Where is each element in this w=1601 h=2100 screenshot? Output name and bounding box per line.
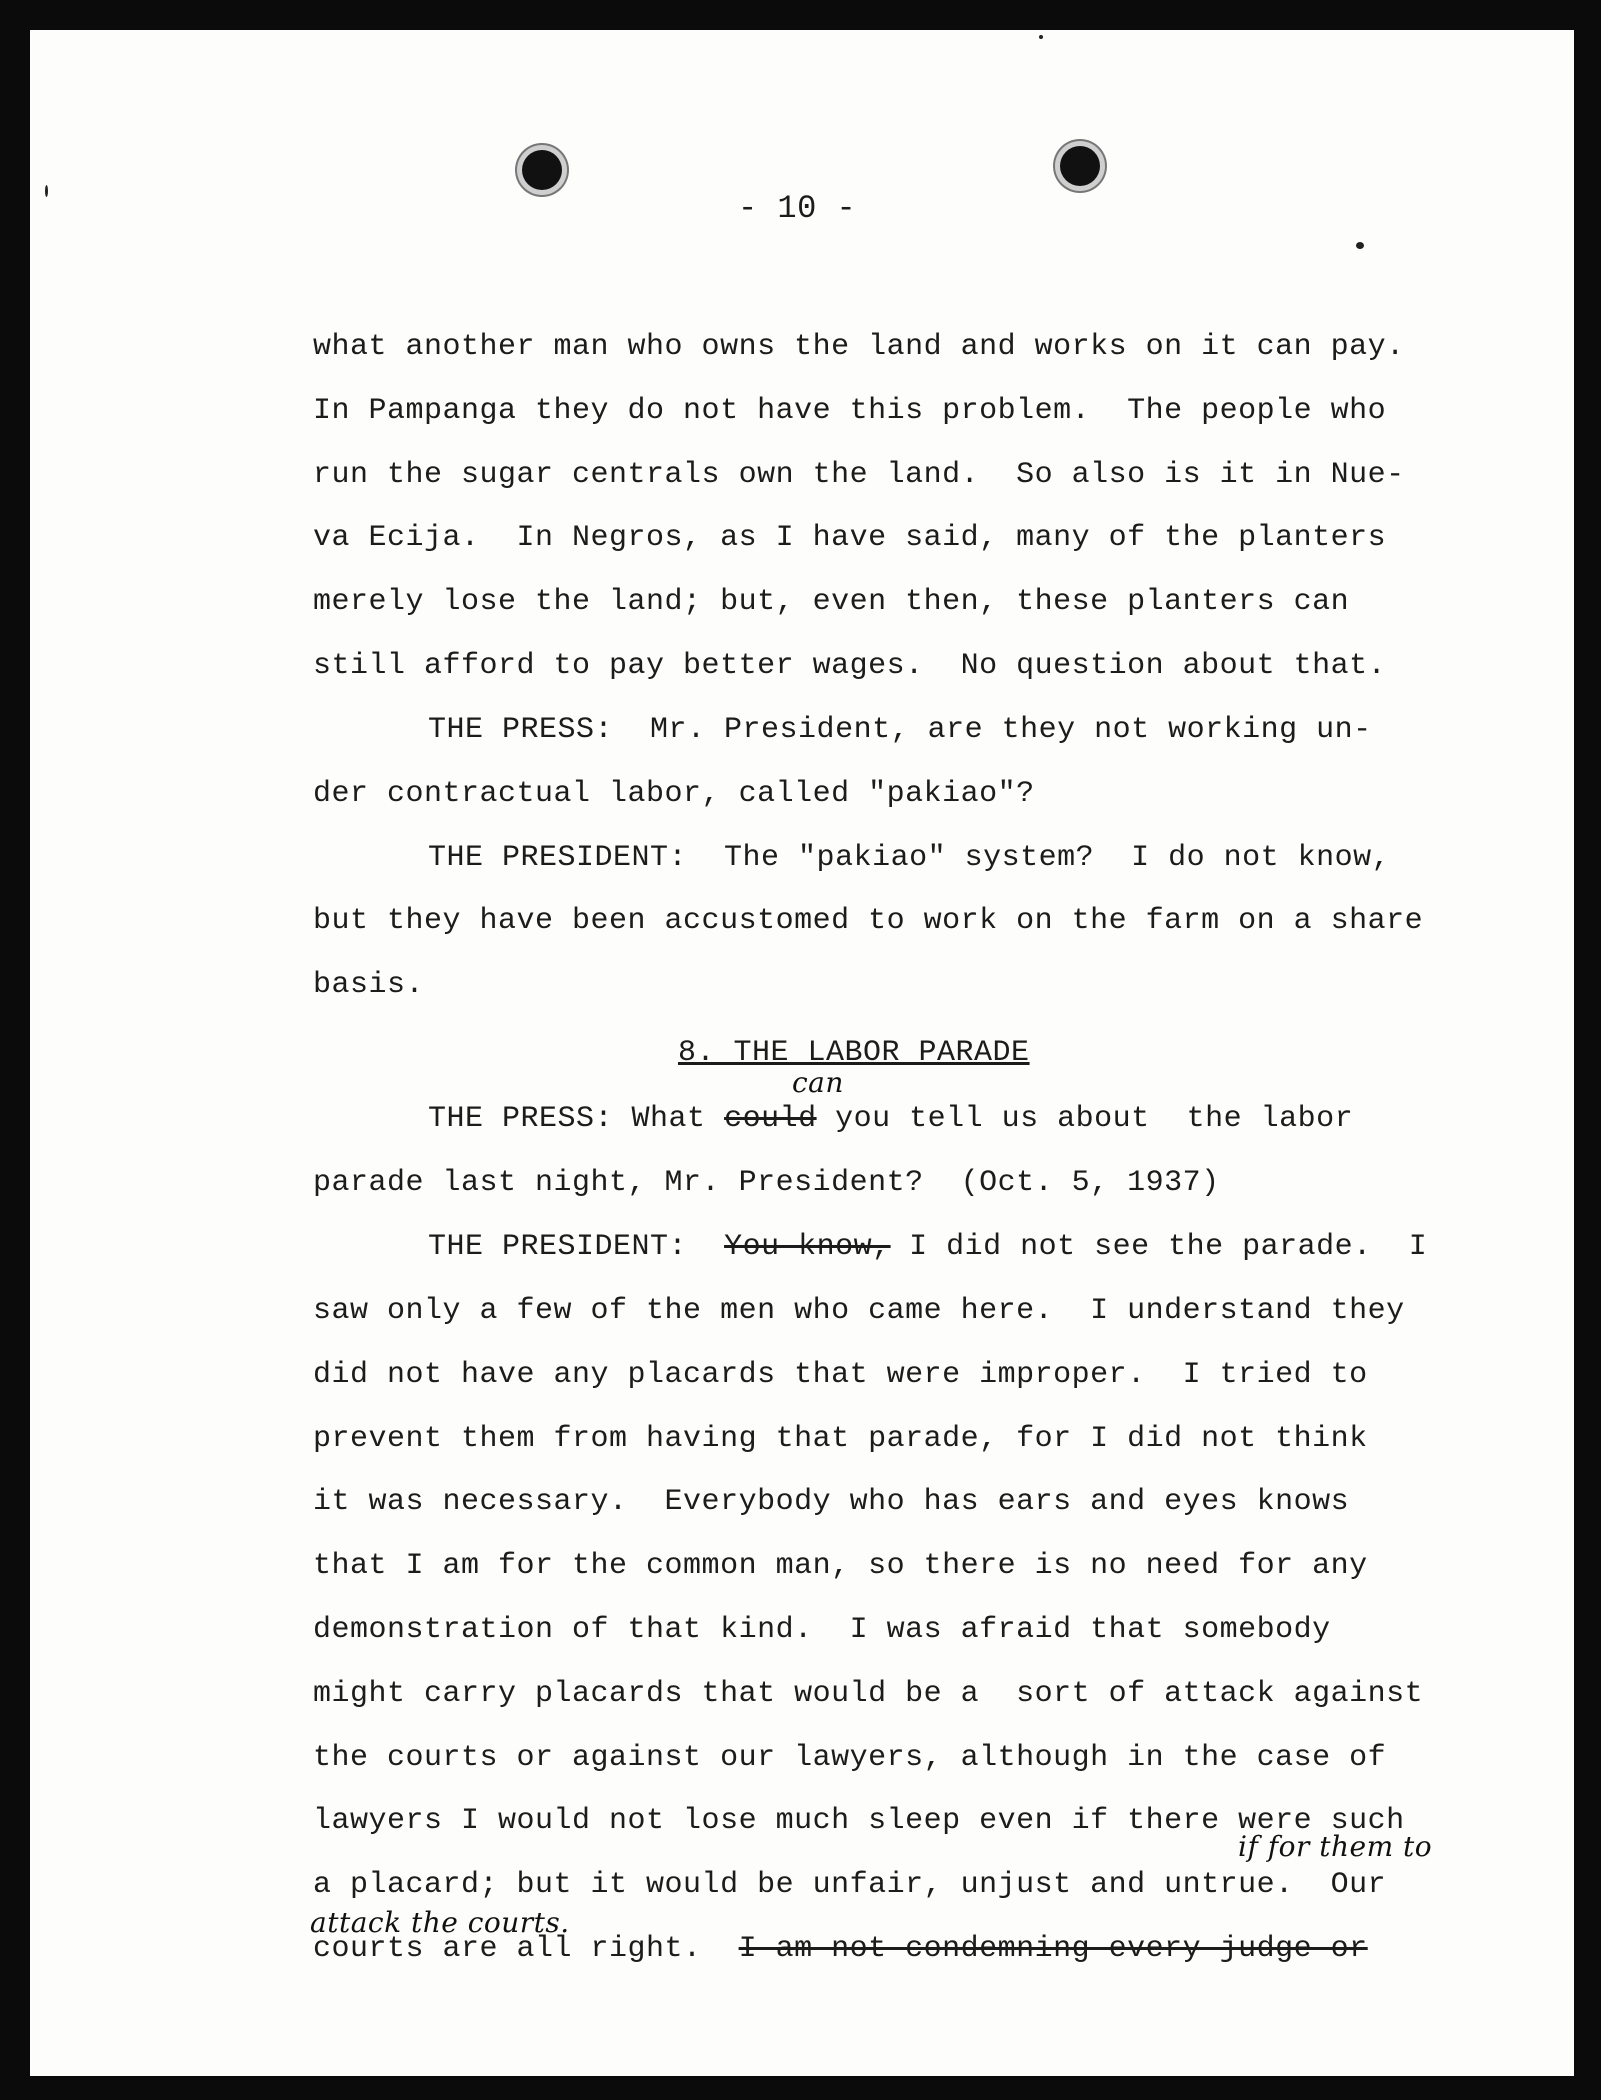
text-line: THE PRESS: Mr. President, are they not working un-	[428, 713, 1372, 747]
text-line: the courts or against our lawyers, although in the case of	[313, 1741, 1387, 1775]
document-page	[30, 30, 1574, 2076]
text-line: va Ecija. In Negros, as I have said, many of the planters	[313, 521, 1387, 555]
text-line: parade last night, Mr. President? (Oct. 5, 1937)	[313, 1166, 1220, 1200]
struck-text: I am not condemning every judge or	[738, 1932, 1368, 1966]
text-line: what another man who owns the land and works on it can pay.	[313, 330, 1405, 364]
text-line: might carry placards that would be a sort of attack against	[313, 1677, 1424, 1711]
text-line: prevent them from having that parade, for I did not think	[313, 1422, 1368, 1456]
text-line	[428, 1102, 1353, 1136]
handwritten-insert-attack-the-courts: attack the courts.	[310, 1906, 570, 1939]
section-heading: 8. THE LABOR PARADE	[678, 1036, 1030, 1070]
text-span: you tell us about the labor	[835, 1102, 1354, 1136]
text-line: THE PRESIDENT: The "pakiao" system? I do not know,	[428, 841, 1391, 875]
text-span: courts are all right.	[313, 1932, 702, 1966]
text-line: still afford to pay better wages. No question about that.	[313, 649, 1387, 683]
text-line: merely lose the land; but, even then, these planters can	[313, 585, 1350, 619]
text-line	[428, 1230, 1427, 1264]
ink-speck	[45, 185, 48, 197]
text-span: I did not see the parade. I	[909, 1230, 1428, 1264]
text-line: that I am for the common man, so there is no need for any	[313, 1549, 1368, 1583]
text-line: In Pampanga they do not have this problem. The people who	[313, 394, 1387, 428]
speaker-label: THE PRESIDENT:	[428, 1230, 688, 1264]
text-line: basis.	[313, 968, 425, 1002]
text-line: it was necessary. Everybody who has ears and eyes knows	[313, 1485, 1350, 1519]
struck-text: could	[724, 1102, 817, 1136]
text-line: a placard; but it would be unfair, unjust and untrue. Our	[313, 1868, 1387, 1902]
speaker-label: THE PRESS:	[428, 1102, 614, 1136]
punch-hole-left	[522, 150, 562, 190]
ink-speck	[1039, 35, 1043, 39]
text-line: but they have been accustomed to work on the farm on a share	[313, 904, 1424, 938]
text-line: der contractual labor, called "pakiao"?	[313, 777, 1035, 811]
page-number: - 10 -	[738, 190, 857, 227]
text-line: demonstration of that kind. I was afraid that somebody	[313, 1613, 1331, 1647]
text-span: What	[631, 1102, 706, 1136]
text-line: did not have any placards that were improper. I tried to	[313, 1358, 1368, 1392]
text-line: run the sugar centrals own the land. So also is it in Nue-	[313, 458, 1405, 492]
punch-hole-right	[1060, 146, 1100, 186]
handwritten-insert-for-them-to: if for them to	[1238, 1830, 1433, 1863]
handwritten-insert-can: can	[792, 1066, 844, 1099]
text-line: lawyers I would not lose much sleep even if there were such	[313, 1804, 1405, 1838]
text-line: saw only a few of the men who came here. I understand they	[313, 1294, 1405, 1328]
text-line	[313, 1932, 1368, 1966]
struck-text: You know,	[724, 1230, 891, 1264]
ink-speck	[1356, 242, 1364, 249]
